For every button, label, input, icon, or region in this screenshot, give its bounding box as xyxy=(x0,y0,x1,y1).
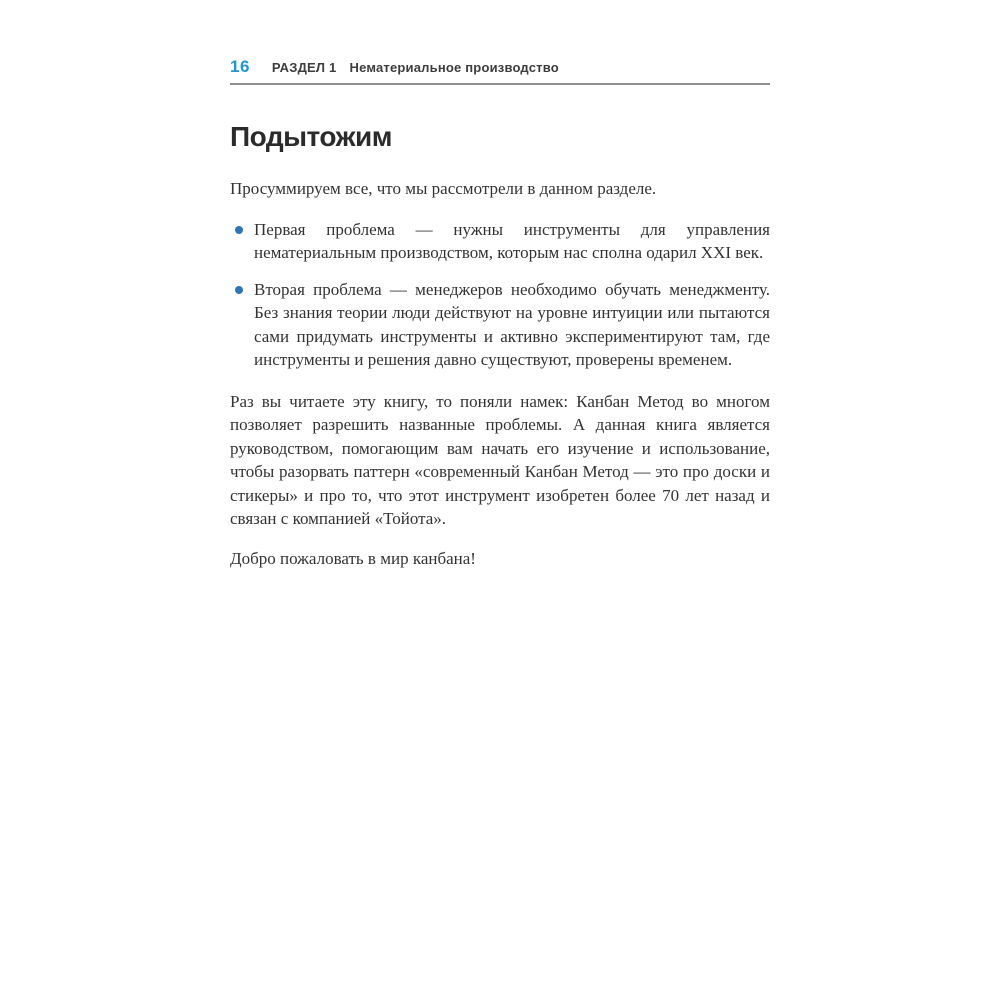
bullet-list xyxy=(230,218,770,372)
section-title: Нематериальное производство xyxy=(349,60,559,75)
page-number: 16 xyxy=(230,57,250,76)
running-head xyxy=(230,0,770,85)
page-content xyxy=(230,0,770,570)
section-label: РАЗДЕЛ 1 xyxy=(271,60,337,75)
bullet-icon xyxy=(235,226,243,234)
closing-paragraph: Добро пожаловать в мир канбана! xyxy=(230,548,476,568)
list-item xyxy=(230,278,770,372)
bullet-text: Первая проблема — нужны инструменты для управления нематериальным производством, которым нас сполна одарил XXI век. xyxy=(254,219,770,262)
main-paragraph: Раз вы читаете эту книгу, то поняли намек: Канбан Метод во многом позволяет разрешить названные проблемы. А данная книга является руководством, помогающим вам начать его изучение и использование, чтобы разорвать паттерн «современный Канбан Метод — это про доски и стикеры» и про то, что этот инструмент изобретен более 70 лет назад и связан с компанией «Тойота». xyxy=(230,391,770,528)
chapter-heading: Подытожим xyxy=(230,121,392,152)
bullet-text: Вторая проблема — менеджеров необходимо обучать менеджменту. Без знания теории люди действуют на уровне интуиции или пытаются сами придумать инструменты и активно экспериментируют там, где инструменты и решения давно существуют, проверены временем. xyxy=(254,279,770,369)
bullet-icon xyxy=(235,286,243,294)
list-item xyxy=(230,218,770,265)
intro-paragraph: Просуммируем все, что мы рассмотрели в данном разделе. xyxy=(230,179,657,198)
